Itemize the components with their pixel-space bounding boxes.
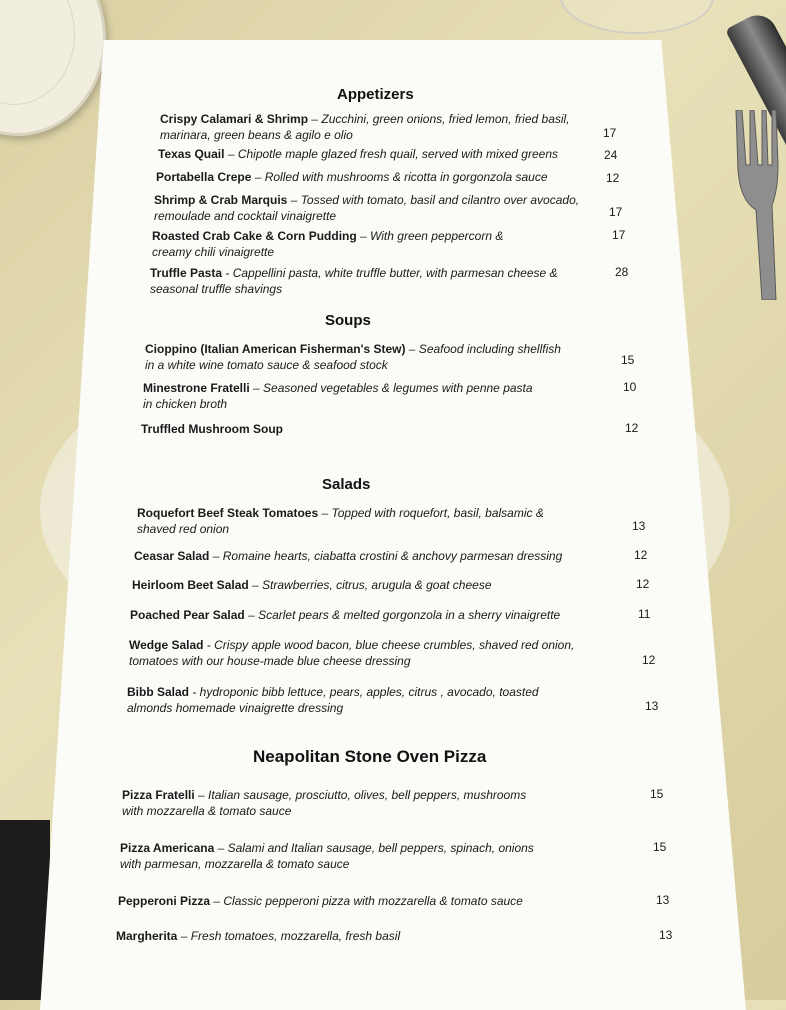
item-price: 12 xyxy=(642,653,656,667)
menu-item xyxy=(154,192,579,224)
menu-item xyxy=(127,684,539,716)
item-desc-line2: with parmesan, mozzarella & tomato sauce xyxy=(120,857,350,871)
item-desc-line2: shaved red onion xyxy=(137,522,230,536)
item-desc-line2: with mozzarella & tomato sauce xyxy=(122,804,292,818)
item-desc-line2: creamy chili vinaigrette xyxy=(152,245,275,259)
menu-item xyxy=(150,265,558,297)
item-price: 15 xyxy=(621,353,635,367)
item-desc: – Chipotle maple glazed fresh quail, served with mixed greens xyxy=(224,147,558,161)
item-name: Bibb Salad xyxy=(127,685,190,699)
item-name: Wedge Salad xyxy=(129,638,204,652)
menu-item xyxy=(137,505,544,537)
side-plate xyxy=(0,0,106,136)
item-desc-line2: in chicken broth xyxy=(143,397,228,411)
item-price: 12 xyxy=(606,171,620,185)
section-title-soups: Soups xyxy=(325,312,371,329)
item-price: 13 xyxy=(632,519,646,533)
item-name: Portabella Crepe xyxy=(156,170,252,184)
item-price: 15 xyxy=(650,787,664,801)
item-desc: - Cappellini pasta, white truffle butter, with parmesan cheese & xyxy=(222,266,558,280)
menu-item xyxy=(143,380,533,412)
section-title-salads: Salads xyxy=(322,476,371,493)
item-name: Margherita xyxy=(116,929,178,943)
item-desc-line2: in a white wine tomato sauce & seafood stock xyxy=(145,358,388,372)
item-desc: – With green peppercorn & xyxy=(356,229,504,243)
menu-item xyxy=(158,146,558,162)
item-price: 17 xyxy=(609,205,623,219)
menu-item xyxy=(160,111,570,143)
item-name: Shrimp & Crab Marquis xyxy=(154,193,288,207)
item-name: Roquefort Beef Steak Tomatoes xyxy=(137,506,319,520)
item-price: 24 xyxy=(604,148,618,162)
item-price: 15 xyxy=(653,840,667,854)
item-desc: – Strawberries, citrus, arugula & goat cheese xyxy=(248,578,492,592)
item-price: 11 xyxy=(638,607,651,621)
menu-item xyxy=(152,228,503,260)
menu-item xyxy=(145,341,561,373)
menu-item xyxy=(141,421,283,437)
item-desc-line2: almonds homemade vinaigrette dressing xyxy=(127,701,344,715)
item-price: 17 xyxy=(612,228,626,242)
item-desc: – Romaine hearts, ciabatta crostini & anchovy parmesan dressing xyxy=(209,549,563,563)
menu-item xyxy=(134,548,562,564)
item-desc-line2: tomatoes with our house-made blue cheese dressing xyxy=(129,654,411,668)
item-name: Minestrone Fratelli xyxy=(143,381,250,395)
item-price: 12 xyxy=(634,548,648,562)
menu-item xyxy=(118,893,523,909)
item-desc: – Salami and Italian sausage, bell peppers, spinach, onions xyxy=(214,841,534,855)
item-desc: – Seafood including shellfish xyxy=(405,342,561,356)
item-name: Crispy Calamari & Shrimp xyxy=(160,112,309,126)
item-price: 10 xyxy=(623,380,637,394)
item-name: Pepperoni Pizza xyxy=(118,894,211,908)
item-name: Heirloom Beet Salad xyxy=(132,578,249,592)
item-desc-line2: remoulade and cocktail vinaigrette xyxy=(154,209,337,223)
item-desc: – Tossed with tomato, basil and cilantro over avocado, xyxy=(287,193,580,207)
item-desc: – Scarlet pears & melted gorgonzola in a sherry vinaigrette xyxy=(244,608,561,622)
item-price: 12 xyxy=(625,421,639,435)
menu-item xyxy=(129,637,574,669)
item-price: 13 xyxy=(659,928,673,942)
item-price: 12 xyxy=(636,577,650,591)
menu-item xyxy=(120,840,534,872)
menu-item xyxy=(116,928,400,944)
item-name: Roasted Crab Cake & Corn Pudding xyxy=(152,229,357,243)
item-name: Truffle Pasta xyxy=(150,266,223,280)
menu-item xyxy=(156,169,548,185)
item-name: Pizza Americana xyxy=(120,841,215,855)
item-desc: – Zucchini, green onions, fried lemon, fried basil, xyxy=(308,112,570,126)
item-name: Pizza Fratelli xyxy=(122,788,195,802)
item-desc: – Rolled with mushrooms & ricotta in gorgonzola sauce xyxy=(251,170,548,184)
menu-item xyxy=(122,787,526,819)
menu-item xyxy=(130,607,560,623)
item-name: Ceasar Salad xyxy=(134,549,210,563)
side-plate-rim xyxy=(0,0,75,105)
item-price: 28 xyxy=(615,265,629,279)
wine-glass-base xyxy=(560,0,714,34)
item-name: Truffled Mushroom Soup xyxy=(141,422,283,436)
item-name: Cioppino (Italian American Fisherman's Stew) xyxy=(145,342,406,356)
item-price: 17 xyxy=(603,126,617,140)
section-title-pizza: Neapolitan Stone Oven Pizza xyxy=(253,747,487,766)
item-name: Poached Pear Salad xyxy=(130,608,245,622)
item-name: Texas Quail xyxy=(158,147,225,161)
item-price: 13 xyxy=(645,699,659,713)
item-desc: – Seasoned vegetables & legumes with penne pasta xyxy=(249,381,533,395)
section-title-appetizers: Appetizers xyxy=(337,86,414,103)
item-desc: - Crispy apple wood bacon, blue cheese crumbles, shaved red onion, xyxy=(203,638,575,652)
item-desc: – Italian sausage, prosciutto, olives, bell peppers, mushrooms xyxy=(194,788,527,802)
fork-icon xyxy=(732,110,780,300)
item-desc-line2: seasonal truffle shavings xyxy=(150,282,283,296)
item-desc: – Fresh tomatoes, mozzarella, fresh basil xyxy=(177,929,401,943)
item-desc: – Classic pepperoni pizza with mozzarella & tomato sauce xyxy=(210,894,523,908)
item-desc: - hydroponic bibb lettuce, pears, apples, citrus , avocado, toasted xyxy=(189,685,539,699)
item-price: 13 xyxy=(656,893,670,907)
menu-item xyxy=(132,577,492,593)
item-desc-line2: marinara, green beans & agilo e olio xyxy=(160,128,353,142)
item-desc: – Topped with roquefort, basil, balsamic & xyxy=(318,506,544,520)
